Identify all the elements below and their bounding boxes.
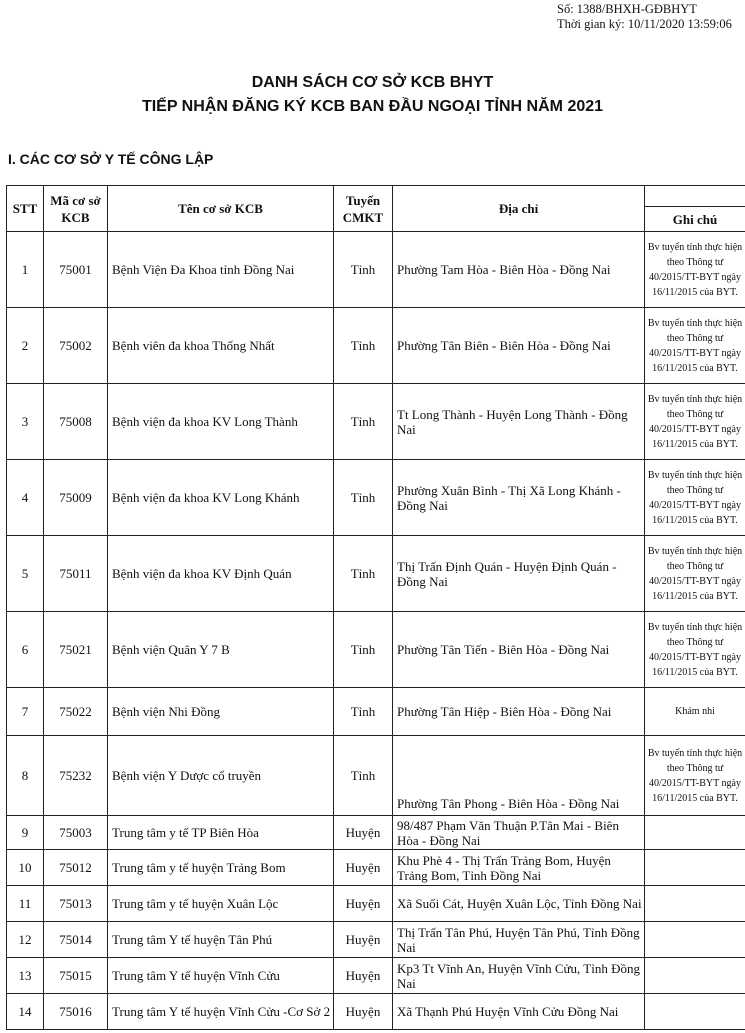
cell-line: Huyện: [334, 816, 393, 850]
cell-code: 75015: [44, 958, 108, 994]
cell-code: 75232: [44, 736, 108, 816]
table-row: [7, 886, 745, 922]
cell-line: Tỉnh: [334, 232, 393, 308]
cell-stt: 3: [7, 384, 44, 460]
cell-address: Phường Tân Hiệp - Biên Hòa - Đồng Nai: [393, 688, 645, 736]
table-body: [7, 232, 745, 1030]
cell-stt: 2: [7, 308, 44, 384]
cell-line: Huyện: [334, 994, 393, 1030]
cell-stt: 7: [7, 688, 44, 736]
table-row: [7, 922, 745, 958]
document-reference: [557, 2, 732, 32]
cell-line: Tỉnh: [334, 688, 393, 736]
cell-code: 75013: [44, 886, 108, 922]
cell-note: Bv tuyến tỉnh thực hiện theo Thông tư 40/2015/TT-BYT ngày 16/11/2015 của BYT.: [645, 460, 745, 536]
table-row: [7, 536, 745, 612]
cell-stt: 5: [7, 536, 44, 612]
cell-note: [645, 958, 745, 994]
cell-line: Huyện: [334, 922, 393, 958]
table-row: [7, 736, 745, 816]
cell-line: Huyện: [334, 958, 393, 994]
cell-code: 75021: [44, 612, 108, 688]
cell-address: Phường Xuân Bình - Thị Xã Long Khánh - Đồng Nai: [393, 460, 645, 536]
cell-address: Tt Long Thành - Huyện Long Thành - Đồng Nai: [393, 384, 645, 460]
header-address: Địa chỉ: [393, 186, 645, 232]
document-subtitle: TIẾP NHẬN ĐĂNG KÝ KCB BAN ĐẦU NGOẠI TỈNH NĂM 2021: [141, 98, 604, 115]
cell-code: 75008: [44, 384, 108, 460]
reference-number: Số: 1388/BHXH-GĐBHYT: [557, 2, 697, 16]
cell-note: [645, 886, 745, 922]
cell-note: [645, 922, 745, 958]
cell-code: 75001: [44, 232, 108, 308]
cell-name: Bệnh viện đa khoa KV Long Khánh: [108, 460, 334, 536]
cell-code: 75012: [44, 850, 108, 886]
cell-line: Huyện: [334, 850, 393, 886]
cell-stt: 6: [7, 612, 44, 688]
cell-name: Trung tâm Y tế huyện Vĩnh Cửu: [108, 958, 334, 994]
cell-address: Xã Thạnh Phú Huyện Vĩnh Cửu Đồng Nai: [393, 994, 645, 1030]
cell-line: Tỉnh: [334, 384, 393, 460]
cell-note: Bv tuyến tỉnh thực hiện theo Thông tư 40/2015/TT-BYT ngày 16/11/2015 của BYT.: [645, 308, 745, 384]
cell-stt: 4: [7, 460, 44, 536]
cell-note: [645, 816, 745, 850]
cell-note: Bv tuyến tỉnh thực hiện theo Thông tư 40/2015/TT-BYT ngày 16/11/2015 của BYT.: [645, 736, 745, 816]
cell-note: Khám nhi: [645, 688, 745, 736]
cell-address: Thị Trấn Tân Phú, Huyện Tân Phú, Tỉnh Đồng Nai: [393, 922, 645, 958]
cell-line: Tỉnh: [334, 308, 393, 384]
cell-name: Bệnh viện đa khoa KV Định Quán: [108, 536, 334, 612]
cell-address: Kp3 Tt Vĩnh An, Huyện Vĩnh Cửu, Tỉnh Đồng Nai: [393, 958, 645, 994]
cell-stt: 1: [7, 232, 44, 308]
cell-name: Bệnh viện Y Dược cổ truyền: [108, 736, 334, 816]
cell-stt: 13: [7, 958, 44, 994]
cell-address: Khu Phè 4 - Thị Trấn Trảng Bom, Huyện Trảng Bom, Tỉnh Đồng Nai: [393, 850, 645, 886]
cell-address: Phường Tân Biên - Biên Hòa - Đồng Nai: [393, 308, 645, 384]
table-row: [7, 816, 745, 850]
table-row: [7, 232, 745, 308]
table-row: [7, 460, 745, 536]
header-note: Ghi chú: [645, 207, 745, 232]
section-heading: I. CÁC CƠ SỞ Y TẾ CÔNG LẬP: [8, 151, 214, 167]
header-name: Tên cơ sở KCB: [108, 186, 334, 232]
cell-name: Bệnh viện Quân Y 7 B: [108, 612, 334, 688]
header-code: Mã cơ sở KCB: [44, 186, 108, 232]
cell-note: [645, 994, 745, 1030]
cell-stt: 11: [7, 886, 44, 922]
cell-code: 75003: [44, 816, 108, 850]
cell-name: Trung tâm y tế TP Biên Hòa: [108, 816, 334, 850]
cell-code: 75009: [44, 460, 108, 536]
cell-note: [645, 850, 745, 886]
facility-table: [6, 185, 745, 1030]
cell-name: Trung tâm y tế huyện Trảng Bom: [108, 850, 334, 886]
cell-line: Tỉnh: [334, 536, 393, 612]
cell-address: 98/487 Phạm Văn Thuận P.Tân Mai - Biên Hòa - Đồng Nai: [393, 816, 645, 850]
cell-address: Phường Tân Phong - Biên Hòa - Đồng Nai: [393, 736, 645, 816]
cell-address: Phường Tân Tiến - Biên Hòa - Đồng Nai: [393, 612, 645, 688]
cell-name: Bệnh viên đa khoa Thống Nhất: [108, 308, 334, 384]
cell-note: Bv tuyến tỉnh thực hiện theo Thông tư 40/2015/TT-BYT ngày 16/11/2015 của BYT.: [645, 232, 745, 308]
table-header-row: [7, 186, 745, 207]
table-row: [7, 688, 745, 736]
cell-code: 75022: [44, 688, 108, 736]
cell-name: Bệnh Viện Đa Khoa tỉnh Đồng Nai: [108, 232, 334, 308]
cell-stt: 14: [7, 994, 44, 1030]
cell-stt: 10: [7, 850, 44, 886]
cell-stt: 8: [7, 736, 44, 816]
cell-address: Xã Suối Cát, Huyện Xuân Lộc, Tỉnh Đồng Nai: [393, 886, 645, 922]
cell-line: Tỉnh: [334, 612, 393, 688]
table-row: [7, 994, 745, 1030]
cell-code: 75002: [44, 308, 108, 384]
cell-address: Thị Trấn Định Quán - Huyện Định Quán - Đồng Nai: [393, 536, 645, 612]
table-row: [7, 850, 745, 886]
header-stt: STT: [7, 186, 44, 232]
table-row: [7, 612, 745, 688]
cell-name: Trung tâm y tế huyện Xuân Lộc: [108, 886, 334, 922]
cell-stt: 12: [7, 922, 44, 958]
cell-name: Bệnh viện Nhi Đồng: [108, 688, 334, 736]
cell-line: Tỉnh: [334, 460, 393, 536]
cell-name: Trung tâm Y tế huyện Tân Phú: [108, 922, 334, 958]
cell-stt: 9: [7, 816, 44, 850]
cell-line: Huyện: [334, 886, 393, 922]
table-row: [7, 308, 745, 384]
cell-note: Bv tuyến tỉnh thực hiện theo Thông tư 40/2015/TT-BYT ngày 16/11/2015 của BYT.: [645, 536, 745, 612]
cell-name: Bệnh viện đa khoa KV Long Thành: [108, 384, 334, 460]
cell-code: 75011: [44, 536, 108, 612]
cell-note: Bv tuyến tỉnh thực hiện theo Thông tư 40/2015/TT-BYT ngày 16/11/2015 của BYT.: [645, 384, 745, 460]
header-line: Tuyến CMKT: [334, 186, 393, 232]
cell-code: 75016: [44, 994, 108, 1030]
cell-code: 75014: [44, 922, 108, 958]
cell-name: Trung tâm Y tế huyện Vĩnh Cửu -Cơ Sở 2: [108, 994, 334, 1030]
table-row: [7, 384, 745, 460]
signing-time: Thời gian ký: 10/11/2020 13:59:06: [557, 17, 732, 31]
cell-line: Tỉnh: [334, 736, 393, 816]
cell-note: Bv tuyến tỉnh thực hiện theo Thông tư 40/2015/TT-BYT ngày 16/11/2015 của BYT.: [645, 612, 745, 688]
document-title: DANH SÁCH CƠ SỞ KCB BHYT: [251, 74, 494, 91]
header-note-spacer: [645, 186, 745, 207]
cell-address: Phường Tam Hòa - Biên Hòa - Đồng Nai: [393, 232, 645, 308]
table-row: [7, 958, 745, 994]
